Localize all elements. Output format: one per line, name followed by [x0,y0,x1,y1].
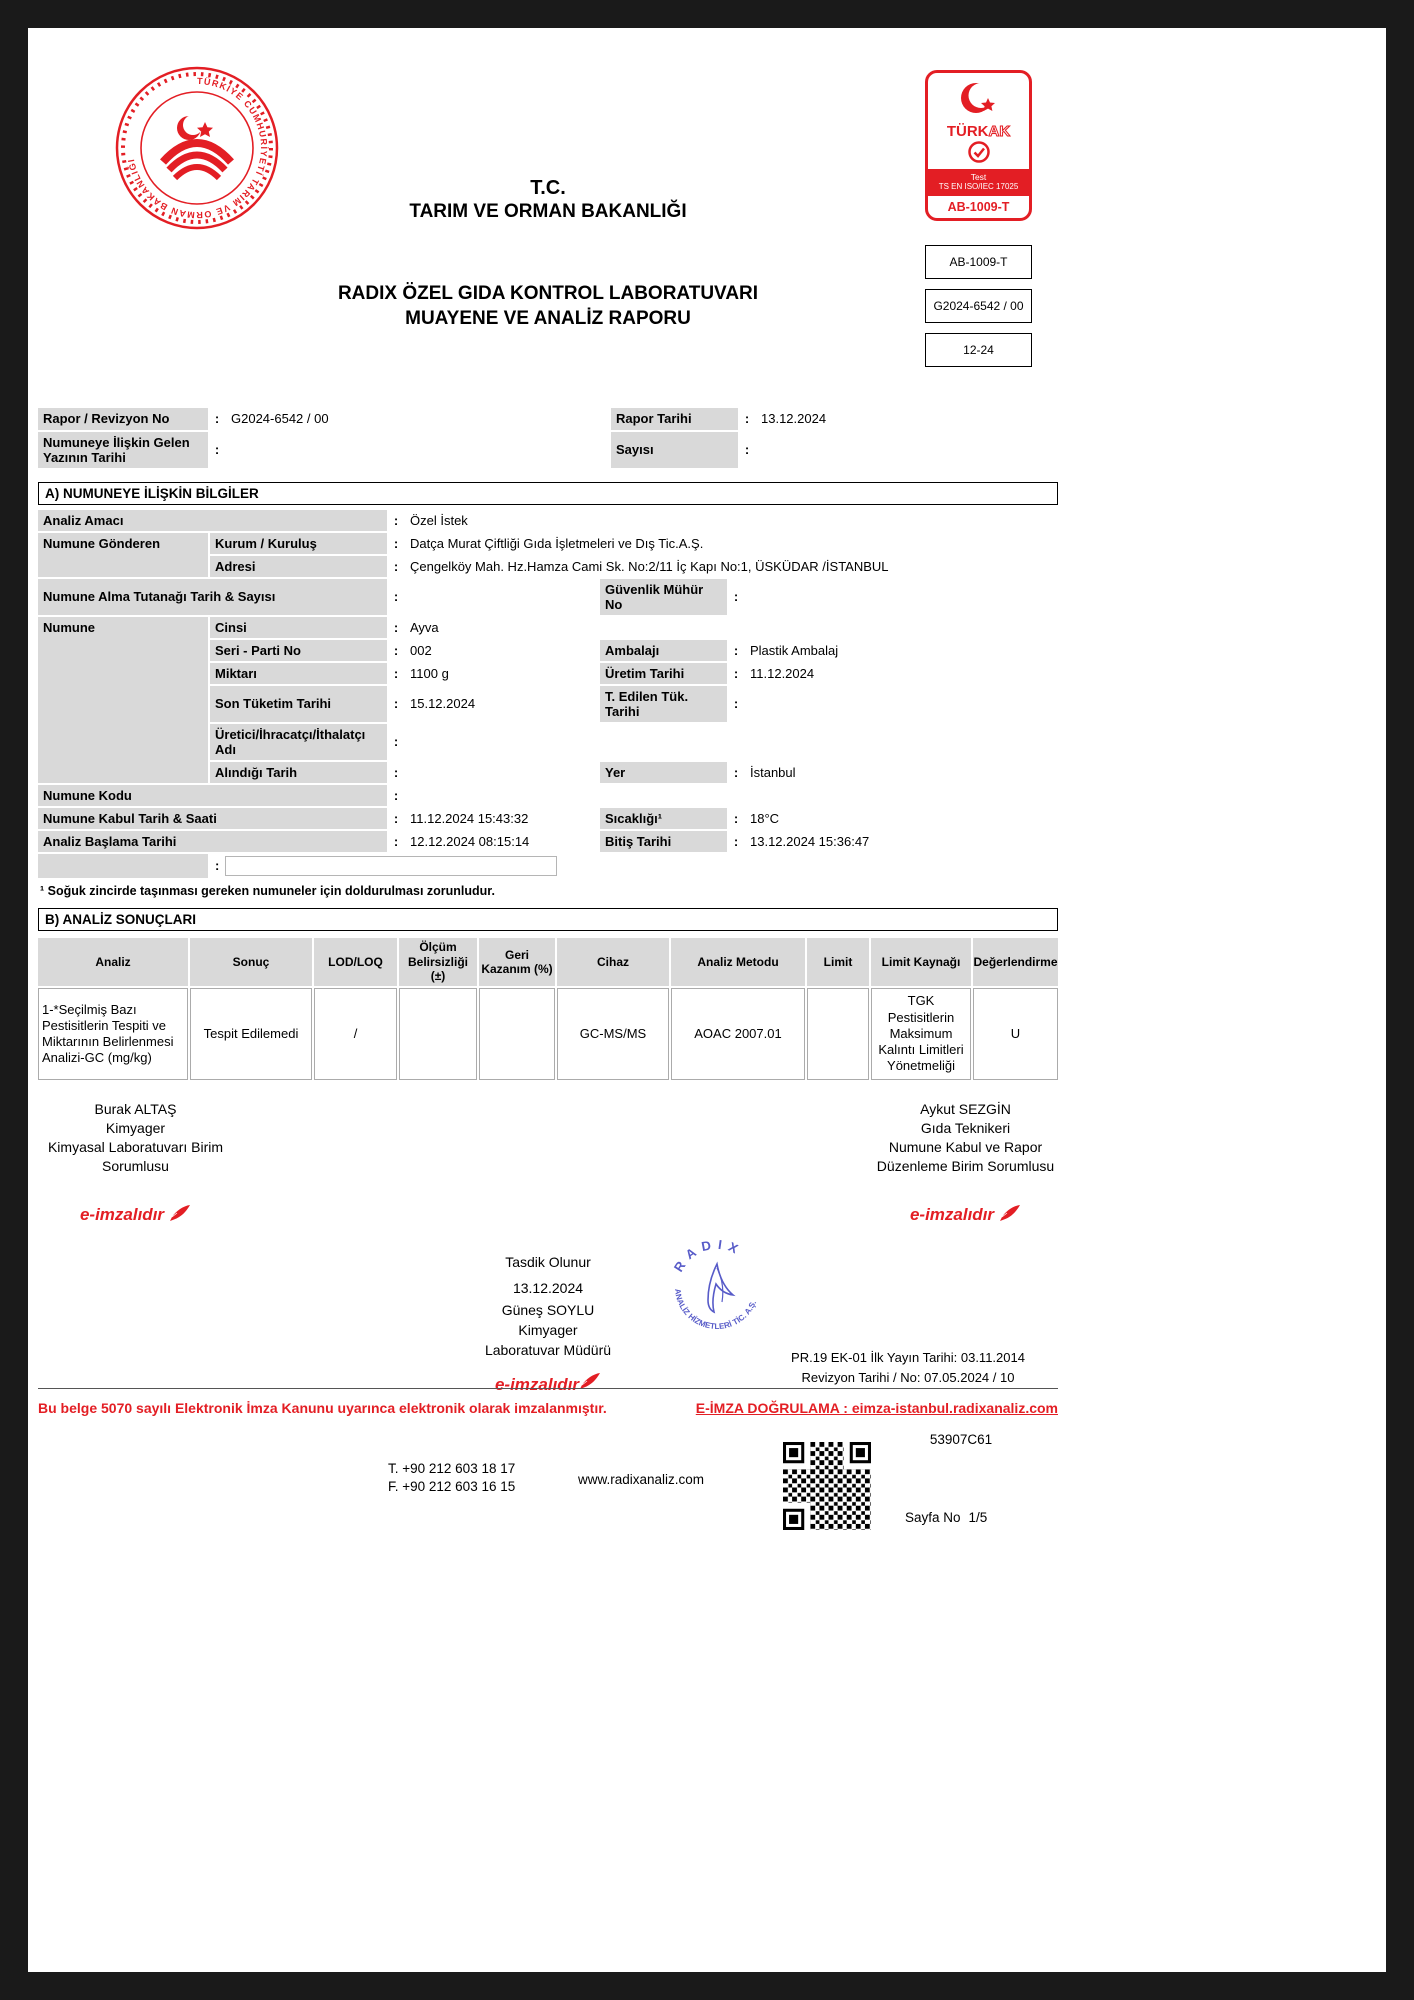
colon: : [393,642,399,658]
colon: : [744,411,750,427]
turkak-test-band: Test TS EN ISO/IEC 17025 [928,169,1029,196]
col-limit: Limit [807,938,869,986]
label-seri-parti: Seri - Parti No [210,640,387,661]
contact-phones [388,1460,515,1496]
turkak-accreditation-no: AB-1009-T [947,200,1010,214]
empty-input-box [225,856,557,876]
phone-f: F. +90 212 603 16 15 [388,1479,516,1494]
label-sicaklik: Sıcaklığı¹ [600,808,727,829]
accreditation-column [925,70,1032,367]
cell-geri-kazanim [479,988,555,1080]
label-ambalaj: Ambalajı [600,640,727,661]
col-sonuc: Sonuç [190,938,312,986]
report-title-line2: MUAYENE VE ANALİZ RAPORU [405,308,691,329]
label-alindigi-tarih: Alındığı Tarih [210,762,387,783]
cell-degerlendirme: U [973,988,1058,1080]
label-kabul-tarih: Numune Kabul Tarih & Saati [38,808,387,829]
ref-box-accreditation: AB-1009-T [925,245,1032,279]
value-sicaklik: 18°C [750,810,780,826]
col-limit-kaynagi: Limit Kaynağı [871,938,971,986]
value-adresi: Çengelköy Mah. Hz.Hamza Cami Sk. No:2/11 İç Kapı No:1, ÜSKÜDAR /İSTANBUL [410,558,889,574]
label-bitis-tarihi: Bitiş Tarihi [600,831,727,852]
label-numune: Numune [38,617,208,783]
label-tuketim-edilen: T. Edilen Tük. Tarihi [600,686,727,722]
legal-notice: Bu belge 5070 sayılı Elektronik İmza Kanunu uyarınca elektronik olarak imzalanmıştır. [38,1400,607,1416]
value-sayisi [756,432,1058,468]
section-b-title: B) ANALİZ SONUÇLARI [38,908,1058,931]
esign-verify-link[interactable]: E-İMZA DOĞRULAMA : eimza-istanbul.radixanaliz.com [695,1400,1058,1416]
svg-text:RADIX: RADIX [670,1236,746,1275]
value-yazi-tarihi [226,432,609,468]
colon: : [393,787,399,803]
colon: : [393,764,399,780]
value-yer: İstanbul [750,764,796,780]
value-analiz-baslama: 12.12.2024 08:15:14 [410,833,530,849]
doc-ref-line1: PR.19 EK-01 İlk Yayın Tarihi: 03.11.2014 [791,1350,1025,1365]
colon: : [393,512,399,528]
header-tc: T.C. [530,177,566,199]
cell-limit-kaynagi: TGK Pestisitlerin Maksimum Kalıntı Limitleri Yönetmeliği [871,988,971,1080]
col-lod-loq: LOD/LOQ [314,938,397,986]
colon: : [214,442,220,458]
colon: : [215,858,220,874]
cold-chain-footnote: ¹ Soğuk zincirde taşınması gereken numuneler için doldurulması zorunludur. [40,884,495,898]
label-tutanak: Numune Alma Tutanağı Tarih & Sayısı [38,579,387,615]
label-empty-row [38,854,208,878]
label-uretim-tarihi: Üretim Tarihi [600,663,727,684]
footer-divider [38,1388,1058,1389]
value-son-tuketim: 15.12.2024 [410,696,476,712]
label-son-tuketim: Son Tüketim Tarihi [210,686,387,722]
signature-right [873,1100,1058,1176]
verify-code: 53907C61 [929,1432,993,1447]
report-document [28,28,1386,1972]
col-analiz-metodu: Analiz Metodu [671,938,805,986]
colon: : [393,589,399,605]
value-miktar: 1100 g [410,665,449,681]
qr-code [783,1442,871,1535]
value-numune-kodu [405,785,1058,806]
colon: : [733,833,739,849]
label-numune-kodu: Numune Kodu [38,785,387,806]
cell-analiz: 1-*Seçilmiş Bazı Pestisitlerin Tespiti ve Miktarının Belirlenmesi Analizi-GC (mg/kg) [38,988,188,1080]
colon: : [733,642,739,658]
col-analiz: Analiz [38,938,188,986]
turkak-crescent-star-icon [931,77,1026,119]
signer-title: Kimyager [105,1120,166,1136]
cell-sonuc: Tespit Edilemedi [190,988,312,1080]
value-uretici [405,724,1058,760]
header-ministry-block [178,176,918,224]
label-analiz-baslama: Analiz Başlama Tarihi [38,831,387,852]
value-bitis-tarihi: 13.12.2024 15:36:47 [750,833,870,849]
signer-name: Burak ALTAŞ [94,1101,177,1117]
turkak-logo [925,70,1032,221]
esign-left: e-imzalıdır [43,1204,228,1225]
cell-olcum-belirsizligi [399,988,477,1080]
label-adresi: Adresi [210,556,387,577]
report-title-line1: RADIX ÖZEL GIDA KONTROL LABORATUVARI [337,283,759,304]
colon: : [733,696,739,712]
value-alindigi-tarih [405,762,598,783]
col-olcum-belirsizligi: Ölçüm Belirsizliği (±) [399,938,477,986]
signer-name: Güneş SOYLU [501,1302,595,1318]
label-cinsi: Cinsi [210,617,387,638]
value-rapor-tarihi: 13.12.2024 [761,411,827,427]
value-kabul-tarih: 11.12.2024 15:43:32 [410,810,529,826]
ref-box-period: 12-24 [925,333,1032,367]
website-text: www.radixanaliz.com [578,1472,705,1487]
colon: : [393,833,399,849]
approval-date: 13.12.2024 [512,1280,584,1296]
colon: : [733,764,739,780]
results-table [38,938,1058,1080]
label-rapor-tarihi: Rapor Tarihi [611,408,738,430]
doc-ref-line2: Revizyon Tarihi / No: 07.05.2024 / 10 [801,1370,1015,1385]
signer-name: Aykut SEZGİN [920,1101,1011,1117]
cell-analiz-metodu: AOAC 2007.01 [671,988,805,1080]
signature-pen-icon [999,1204,1021,1222]
value-ambalaj: Plastik Ambalaj [750,642,839,658]
page-number-value: 1/5 [968,1510,988,1525]
label-miktar: Miktarı [210,663,387,684]
approval-text: Tasdik Olunur [505,1254,591,1270]
signer-role: Laboratuvar Müdürü [484,1342,612,1358]
label-guvenlik-muhur: Güvenlik Mühür No [600,579,727,615]
label-rapor-no: Rapor / Revizyon No [38,408,208,430]
col-degerlendirme: Değerlendirme [973,938,1058,986]
value-seri-parti: 002 [410,642,432,658]
esign-right: e-imzalıdır [873,1204,1058,1225]
col-geri-kazanim: Geri Kazanım (%) [479,938,555,986]
cell-cihaz: GC-MS/MS [557,988,669,1080]
col-cihaz: Cihaz [557,938,669,986]
svg-text:ANALİZ HİZMETLERİ TİC. A.Ş.: ANALİZ HİZMETLERİ TİC. A.Ş. [672,1288,759,1332]
colon: : [214,411,220,427]
value-rapor-no: G2024-6542 / 00 [231,411,329,427]
signature-center [423,1252,673,1395]
colon: : [393,734,399,750]
ref-box-report-no: G2024-6542 / 00 [925,289,1032,323]
colon: : [744,442,750,458]
signature-left [43,1100,228,1176]
report-info-table [38,408,1058,468]
value-guvenlik-muhur [745,579,1058,615]
value-analiz-amaci: Özel İstek [410,512,468,528]
colon: : [393,619,399,635]
turkak-wordmark: TÜRKAK [946,123,1011,140]
colon: : [393,558,399,574]
header-ministry: TARIM VE ORMAN BAKANLIĞI [409,201,687,222]
phone-t: T. +90 212 603 18 17 [388,1461,516,1476]
report-title [178,281,918,331]
label-uretici: Üretici/İhracatçı/İthalatçı Adı [210,724,387,760]
colon: : [393,810,399,826]
signer-title: Kimyager [518,1322,578,1338]
value-uretim-tarihi: 11.12.2024 [750,665,815,681]
page-number-label: Sayfa No [905,1510,961,1525]
page-number [905,1510,987,1525]
label-yer: Yer [600,762,727,783]
label-sayisi: Sayısı [611,432,738,468]
signer-unit: Kimyasal Laboratuvarı Birim Sorumlusu [47,1139,224,1174]
value-tuketim-edilen [745,686,1058,722]
section-a-table [38,510,1058,878]
section-a-title: A) NUMUNEYE İLİŞKİN BİLGİLER [38,482,1058,505]
colon: : [393,535,399,551]
label-analiz-amaci: Analiz Amacı [38,510,387,531]
label-numune-gonderen: Numune Gönderen [38,533,208,577]
cell-lod-loq: / [314,988,397,1080]
colon: : [393,696,399,712]
signer-title: Gıda Teknikeri [920,1120,1011,1136]
value-kurum: Datça Murat Çiftliği Gıda İşletmeleri ve Dış Tic.A.Ş. [410,535,704,551]
label-kurum: Kurum / Kuruluş [210,533,387,554]
esign-center: e-imzalıdır [423,1372,673,1395]
signature-pen-icon [169,1204,191,1222]
radix-round-stamp [664,1234,770,1345]
doc-reference [758,1348,1058,1388]
colon: : [733,810,739,826]
colon: : [733,589,739,605]
cell-limit [807,988,869,1080]
turkak-check-icon [968,140,990,164]
svg-text:TÜRKİYE CUMHURİYETİ TARIM VE O: TÜRKİYE CUMHURİYETİ TARIM VE ORMAN BAKANLIĞI [125,75,270,221]
colon: : [393,665,399,681]
value-cinsi: Ayva [410,619,439,635]
colon: : [733,665,739,681]
label-yazi-tarihi: Numuneye İlişkin Gelen Yazının Tarihi [38,432,208,468]
signer-unit: Numune Kabul ve Rapor Düzenleme Birim Sorumlusu [876,1139,1055,1174]
value-tutanak [405,579,598,615]
empty-row-value [210,854,598,878]
